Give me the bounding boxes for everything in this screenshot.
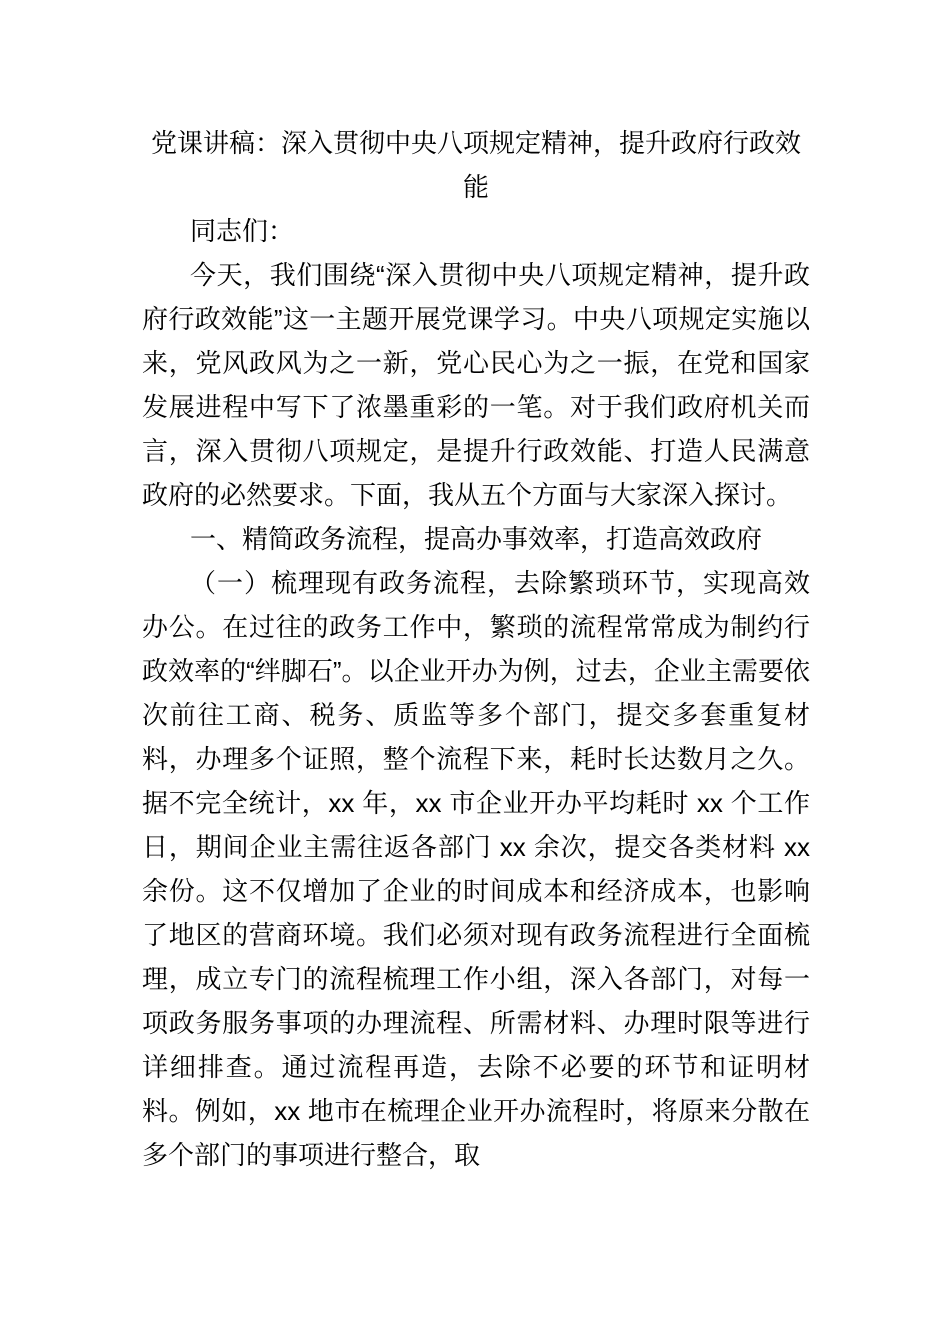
salutation: 同志们： [190,216,295,246]
section-1-heading: 一、精简政务流程，提高办事效率，打造高效政府 [190,524,763,554]
document-title-line-1: 党课讲稿：深入贯彻中央八项规定精神，提升政府行政效 [150,128,801,158]
document-title-line-2: 能 [462,172,489,202]
document-title [142,121,810,209]
intro-paragraph: 今天，我们围绕“深入贯彻中央八项规定精神，提升政府行政效能”这一主题开展党课学习。中央八项规定实施以来，党风政风为之一新，党心民心为之一振，在党和国家发展进程中写下了浓墨重彩的一笔。对于我们政府机关而言，深入贯彻八项规定，是提升行政效能、打造人民满意政府的必然要求。下面，我从五个方面与大家深入探讨。 [142,260,810,510]
section-1-1-paragraph: （一）梳理现有政务流程，去除繁琐环节，实现高效办公。在过往的政务工作中，繁琐的流程常常成为制约行政效率的“绊脚石”。以企业开办为例，过去，企业主需要依次前往工商、税务、质监等多个部门，提交多套重复材料，办理多个证照，整个流程下来，耗时长达数月之久。据不完全统计，xx 年，xx 市企业开办平均耗时 xx 个工作日，期间企业主需往返各部门 xx 余次，提交各类材料 xx 余份。这不仅增加了企业的时间成本和经济成本，也影响了地区的营商环境。我们必须对现有政务流程进行全面梳理，成立专门的流程梳理工作小组，深入各部门，对每一项政务服务事项的办理流程、所需材料、办理时限等进行详细排查。通过流程再造，去除不必要的环节和证明材料。例如，xx 地市在梳理企业开办流程时，将原来分散在多个部门的事项进行整合，取 [142,568,810,1170]
